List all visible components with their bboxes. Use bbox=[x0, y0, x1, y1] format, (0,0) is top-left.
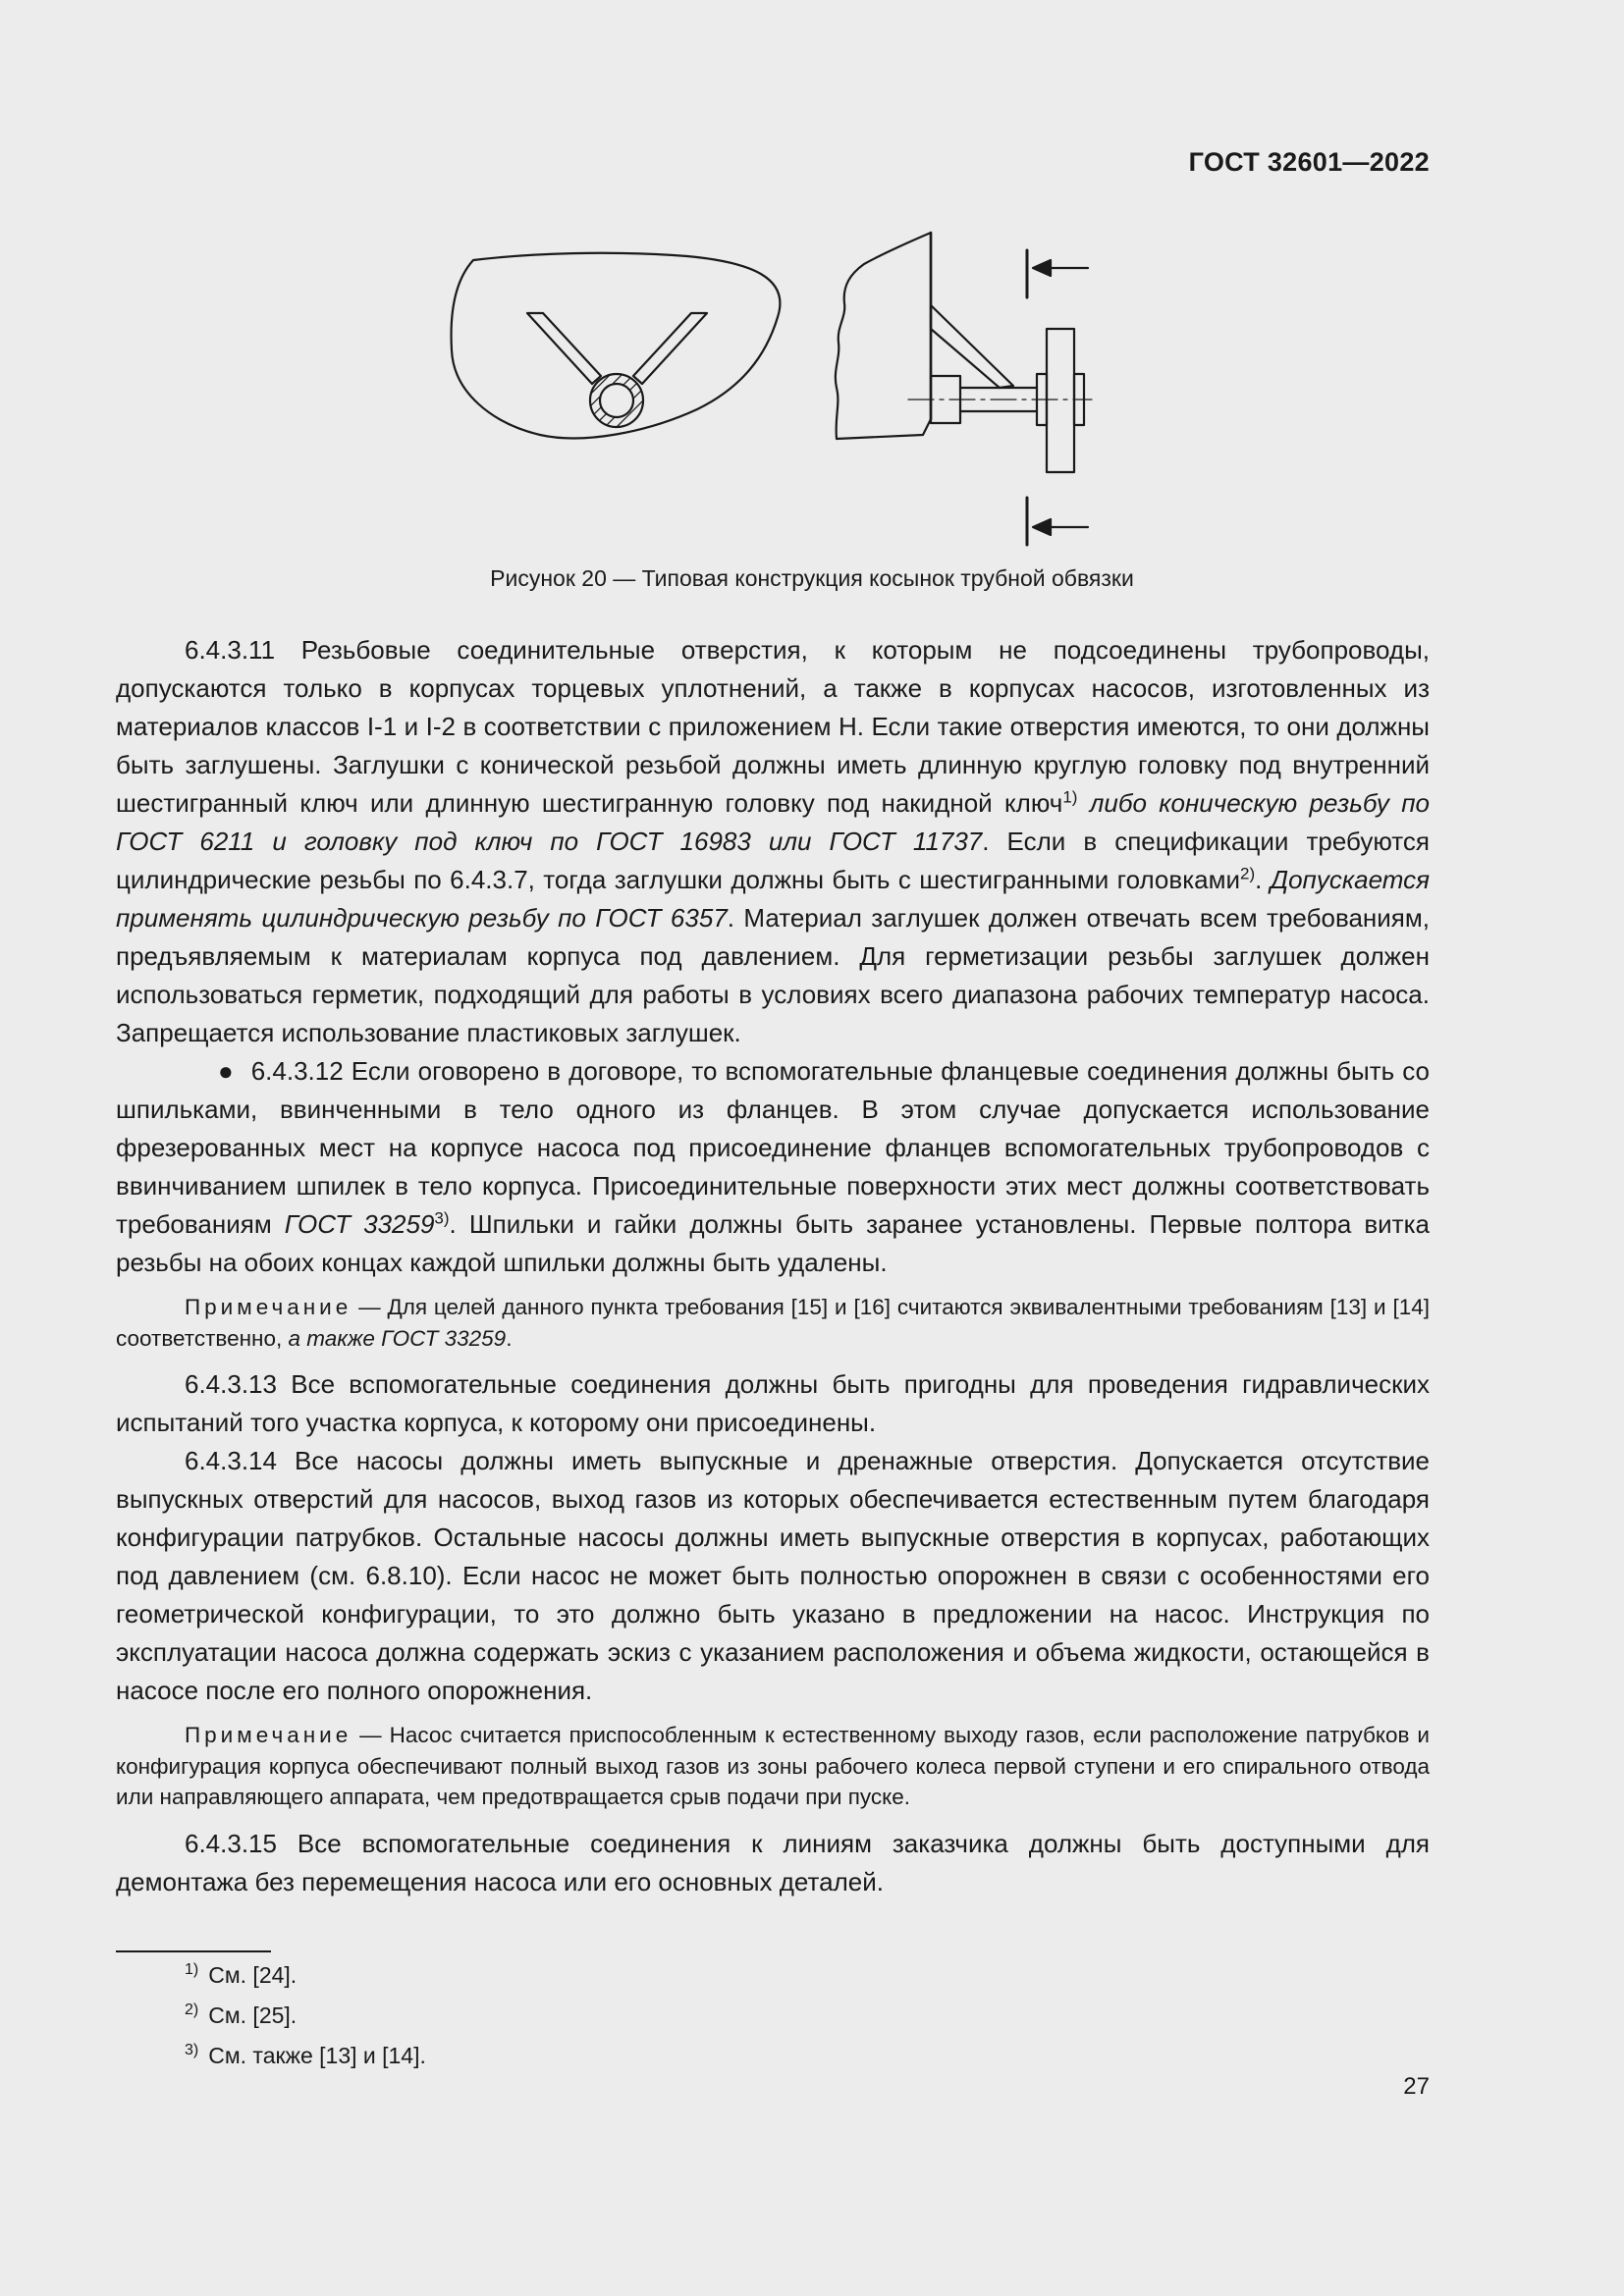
note-1: Примечание — Для целей данного пункта требования [15] и [16] считаются эквивалентными требованиям [13] и [14] соответственно, а также ГОСТ 33259. bbox=[116, 1295, 1430, 1351]
page-number: 27 bbox=[1403, 2073, 1430, 2100]
paragraph-6-4-3-11: 6.4.3.11 Резьбовые соединительные отверстия, к которым не подсоединены трубопроводы, допускаются только в корпусах торцевых уплотнений, а также в корпусах насосов, изготовленных из материалов классов I-1 и I-2 в соответствии с приложением Н. Если такие отверстия имеются, то они должны быть заглушены. Заглушки с конической резьбой должны иметь длинную круглую головку под внутренний шестигранный ключ или длинную шестигранную головку под накидной ключ$^{1)}$ либо коническую резьбу по ГОСТ 6211 и головку под ключ по ГОСТ 16983 или ГОСТ 11737. Если в спецификации требуются цилиндрические резьбы по 6.4.3.7, тогда заглушки должны быть с шестигранными головками$^{2)}$. Допускается применять цилиндрическую резьбу по ГОСТ 6357. Материал заглушек должен отвечать всем требованиям, предъявляемым к материалам корпуса под давлением. Для герметизации резьбы заглушек должен использоваться герметик, подходящий для работы в условиях всего диапазона рабочих температур насоса. Запрещается использование пластиковых заглушек. bbox=[116, 635, 1430, 1047]
gusset-right bbox=[633, 313, 707, 384]
pipe-section bbox=[568, 347, 668, 447]
note-label: Примечание bbox=[185, 1295, 352, 1319]
note-label: Примечание bbox=[185, 1723, 352, 1747]
footnote-item: $^{3)}$ См. также [13] и [14]. bbox=[185, 2042, 426, 2068]
casing-outline-left bbox=[452, 253, 781, 439]
footnote-ref-1: 1) bbox=[1062, 787, 1078, 807]
figure-caption: Рисунок 20 — Типовая конструкция косынок трубной обвязки bbox=[490, 565, 1134, 591]
note-2: Примечание — Насос считается приспособленным к естественному выходу газов, если расположение патрубков и конфигурация корпуса обеспечивают полный выход газов из зоны рабочего колеса первой ступени и его спирального отвода или направляющего аппарата, чем предотвращается срыв подачи при пуске. bbox=[116, 1723, 1430, 1809]
footnote-item: $^{2)}$ См. [25]. bbox=[185, 2002, 298, 2028]
gusset-left bbox=[527, 313, 601, 384]
footnote-divider bbox=[116, 1950, 271, 1952]
change-bullet: ● bbox=[218, 1056, 234, 1086]
pipe-stub bbox=[931, 329, 1084, 472]
section-marker-bottom bbox=[1027, 498, 1088, 545]
section-marker-top bbox=[1027, 250, 1088, 297]
casing-wall-right bbox=[836, 233, 931, 439]
footnote-ref-2: 2) bbox=[1240, 864, 1256, 883]
figure-20-gusset-drawing bbox=[412, 221, 1119, 555]
footnotes bbox=[185, 1955, 426, 2076]
document-body bbox=[116, 631, 1430, 1901]
paragraph-6-4-3-15: 6.4.3.15 Все вспомогательные соединения к линиям заказчика должны быть доступными для демонтажа без перемещения насоса или его основных деталей. bbox=[116, 1828, 1430, 1896]
document-id-header: ГОСТ 32601—2022 bbox=[1188, 147, 1430, 177]
paragraph-6-4-3-13: 6.4.3.13 Все вспомогательные соединения должны быть пригодны для проведения гидравлических испытаний того участка корпуса, к которому они присоединены. bbox=[116, 1369, 1430, 1437]
footnote-item: $^{1)}$ См. [24]. bbox=[185, 1961, 298, 1988]
paragraph-6-4-3-12: ● 6.4.3.12 Если оговорено в договоре, то вспомогательные фланцевые соединения должны быть со шпильками, ввинченными в тело одного из фланцев. В этом случае допускается использование фрезерованных мест на корпусе насоса под присоединение фланцев вспомогательных трубопроводов с ввинчиванием шпилек в тело корпуса. Присоединительные поверхности этих мест должны соответствовать требованиям ГОСТ 33259$^{3)}$. Шпильки и гайки должны быть заранее установлены. Первые полтора витка резьбы на обоих концах каждой шпильки должны быть удалены. bbox=[116, 1052, 1430, 1282]
paragraph-6-4-3-14: 6.4.3.14 Все насосы должны иметь выпускные и дренажные отверстия. Допускается отсутствие выпускных отверстий для насосов, выход газов из которых обеспечивается естественным путем благодаря конфигурации патрубков. Остальные насосы должны иметь выпускные отверстия в корпусах, работающих под давлением (см. 6.8.10). Если насос не может быть полностью опорожнен в связи с особенностями его геометрической конфигурации, то это должно быть указано в предложении на насос. Инструкция по эксплуатации насоса должна содержать эскиз с указанием расположения и объема жидкости, остающейся в насосе после его полного опорожнения. bbox=[116, 1446, 1430, 1705]
footnote-ref-3: 3) bbox=[434, 1208, 450, 1228]
